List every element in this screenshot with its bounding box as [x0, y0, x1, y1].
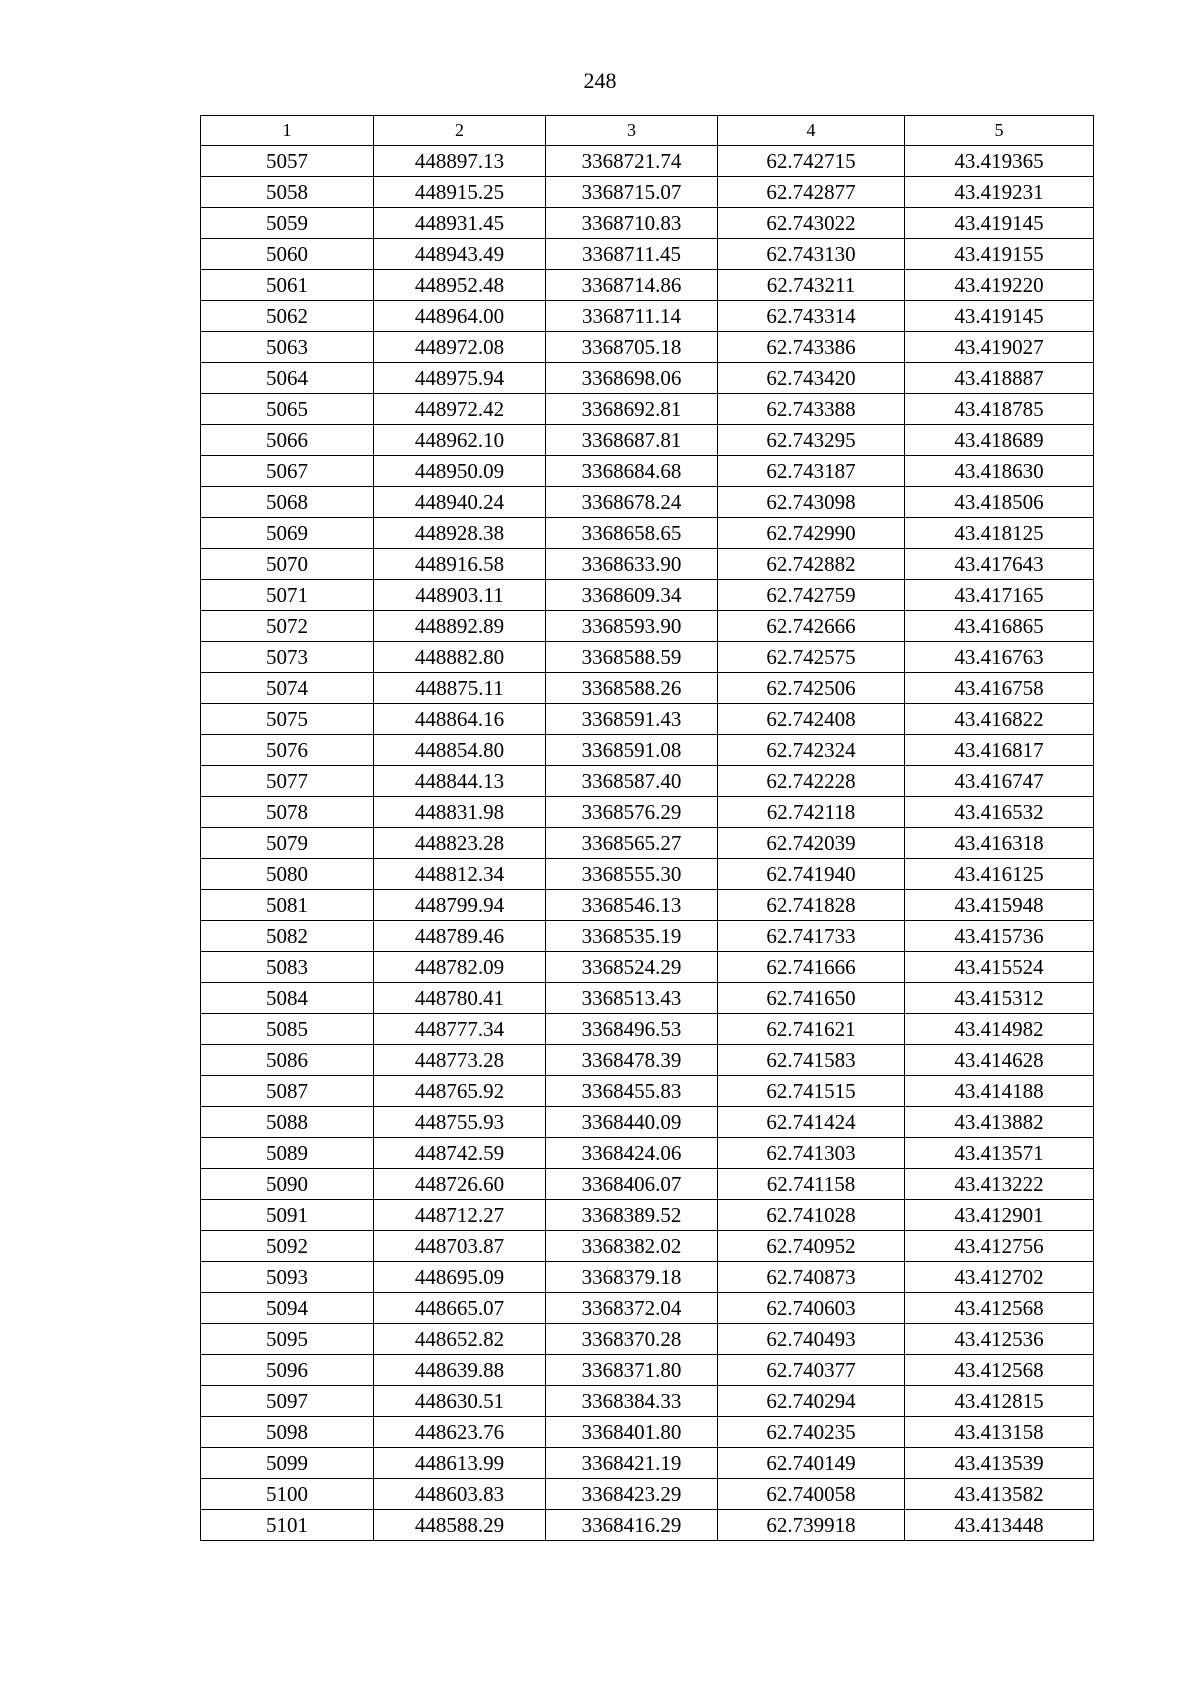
y-coordinate-cell: 3368588.59 — [546, 642, 718, 673]
table-row — [201, 208, 1094, 239]
x-coordinate-cell: 448931.45 — [374, 208, 546, 239]
longitude-cell: 62.740493 — [718, 1324, 905, 1355]
latitude-cell: 43.418125 — [905, 518, 1094, 549]
latitude-cell: 43.419155 — [905, 239, 1094, 270]
longitude-cell: 62.743314 — [718, 301, 905, 332]
latitude-cell: 43.412536 — [905, 1324, 1094, 1355]
latitude-cell: 43.416865 — [905, 611, 1094, 642]
table-row — [201, 1417, 1094, 1448]
y-coordinate-cell: 3368658.65 — [546, 518, 718, 549]
longitude-cell: 62.743420 — [718, 363, 905, 394]
x-coordinate-cell: 448773.28 — [374, 1045, 546, 1076]
x-coordinate-cell: 448854.80 — [374, 735, 546, 766]
latitude-cell: 43.415948 — [905, 890, 1094, 921]
y-coordinate-cell: 3368535.19 — [546, 921, 718, 952]
y-coordinate-cell: 3368416.29 — [546, 1510, 718, 1541]
longitude-cell: 62.742575 — [718, 642, 905, 673]
longitude-cell: 62.742666 — [718, 611, 905, 642]
y-coordinate-cell: 3368389.52 — [546, 1200, 718, 1231]
y-coordinate-cell: 3368711.45 — [546, 239, 718, 270]
table-row — [201, 797, 1094, 828]
x-coordinate-cell: 448588.29 — [374, 1510, 546, 1541]
point-number-cell: 5066 — [201, 425, 374, 456]
longitude-cell: 62.741621 — [718, 1014, 905, 1045]
y-coordinate-cell: 3368687.81 — [546, 425, 718, 456]
table-row — [201, 1386, 1094, 1417]
x-coordinate-cell: 448623.76 — [374, 1417, 546, 1448]
point-number-cell: 5090 — [201, 1169, 374, 1200]
longitude-cell: 62.741515 — [718, 1076, 905, 1107]
point-number-cell: 5065 — [201, 394, 374, 425]
latitude-cell: 43.416318 — [905, 828, 1094, 859]
table-row — [201, 456, 1094, 487]
y-coordinate-cell: 3368588.26 — [546, 673, 718, 704]
longitude-cell: 62.742118 — [718, 797, 905, 828]
x-coordinate-cell: 448726.60 — [374, 1169, 546, 1200]
x-coordinate-cell: 448755.93 — [374, 1107, 546, 1138]
longitude-cell: 62.743187 — [718, 456, 905, 487]
table-row — [201, 611, 1094, 642]
longitude-cell: 62.740294 — [718, 1386, 905, 1417]
y-coordinate-cell: 3368478.39 — [546, 1045, 718, 1076]
latitude-cell: 43.414628 — [905, 1045, 1094, 1076]
y-coordinate-cell: 3368565.27 — [546, 828, 718, 859]
latitude-cell: 43.418887 — [905, 363, 1094, 394]
y-coordinate-cell: 3368684.68 — [546, 456, 718, 487]
latitude-cell: 43.419027 — [905, 332, 1094, 363]
latitude-cell: 43.419145 — [905, 301, 1094, 332]
point-number-cell: 5062 — [201, 301, 374, 332]
y-coordinate-cell: 3368698.06 — [546, 363, 718, 394]
longitude-cell: 62.741828 — [718, 890, 905, 921]
table-row — [201, 1014, 1094, 1045]
longitude-cell: 62.743386 — [718, 332, 905, 363]
y-coordinate-cell: 3368714.86 — [546, 270, 718, 301]
latitude-cell: 43.412815 — [905, 1386, 1094, 1417]
point-number-cell: 5081 — [201, 890, 374, 921]
latitude-cell: 43.416125 — [905, 859, 1094, 890]
point-number-cell: 5076 — [201, 735, 374, 766]
latitude-cell: 43.416763 — [905, 642, 1094, 673]
point-number-cell: 5098 — [201, 1417, 374, 1448]
table-row — [201, 1169, 1094, 1200]
point-number-cell: 5079 — [201, 828, 374, 859]
latitude-cell: 43.418506 — [905, 487, 1094, 518]
point-number-cell: 5059 — [201, 208, 374, 239]
y-coordinate-cell: 3368421.19 — [546, 1448, 718, 1479]
table-row — [201, 642, 1094, 673]
x-coordinate-cell: 448603.83 — [374, 1479, 546, 1510]
latitude-cell: 43.413539 — [905, 1448, 1094, 1479]
column-header: 4 — [718, 116, 905, 146]
y-coordinate-cell: 3368424.06 — [546, 1138, 718, 1169]
y-coordinate-cell: 3368382.02 — [546, 1231, 718, 1262]
table-row — [201, 890, 1094, 921]
x-coordinate-cell: 448695.09 — [374, 1262, 546, 1293]
latitude-cell: 43.417165 — [905, 580, 1094, 611]
table-row — [201, 1448, 1094, 1479]
latitude-cell: 43.419220 — [905, 270, 1094, 301]
y-coordinate-cell: 3368692.81 — [546, 394, 718, 425]
table-row — [201, 1293, 1094, 1324]
y-coordinate-cell: 3368591.08 — [546, 735, 718, 766]
longitude-cell: 62.742228 — [718, 766, 905, 797]
table-row — [201, 146, 1094, 177]
column-header: 2 — [374, 116, 546, 146]
x-coordinate-cell: 448812.34 — [374, 859, 546, 890]
table-row — [201, 177, 1094, 208]
y-coordinate-cell: 3368678.24 — [546, 487, 718, 518]
table-body — [201, 146, 1094, 1541]
longitude-cell: 62.743295 — [718, 425, 905, 456]
y-coordinate-cell: 3368711.14 — [546, 301, 718, 332]
table-row — [201, 394, 1094, 425]
latitude-cell: 43.415736 — [905, 921, 1094, 952]
longitude-cell: 62.741303 — [718, 1138, 905, 1169]
table-row — [201, 239, 1094, 270]
column-header: 3 — [546, 116, 718, 146]
point-number-cell: 5099 — [201, 1448, 374, 1479]
x-coordinate-cell: 448831.98 — [374, 797, 546, 828]
table-row — [201, 673, 1094, 704]
table-row — [201, 580, 1094, 611]
y-coordinate-cell: 3368496.53 — [546, 1014, 718, 1045]
table-row — [201, 270, 1094, 301]
point-number-cell: 5068 — [201, 487, 374, 518]
table-header-row — [201, 116, 1094, 146]
longitude-cell: 62.743211 — [718, 270, 905, 301]
table-row — [201, 1324, 1094, 1355]
point-number-cell: 5092 — [201, 1231, 374, 1262]
y-coordinate-cell: 3368524.29 — [546, 952, 718, 983]
x-coordinate-cell: 448789.46 — [374, 921, 546, 952]
latitude-cell: 43.415524 — [905, 952, 1094, 983]
point-number-cell: 5083 — [201, 952, 374, 983]
y-coordinate-cell: 3368513.43 — [546, 983, 718, 1014]
point-number-cell: 5082 — [201, 921, 374, 952]
point-number-cell: 5089 — [201, 1138, 374, 1169]
longitude-cell: 62.740235 — [718, 1417, 905, 1448]
x-coordinate-cell: 448864.16 — [374, 704, 546, 735]
longitude-cell: 62.741583 — [718, 1045, 905, 1076]
latitude-cell: 43.412568 — [905, 1293, 1094, 1324]
point-number-cell: 5063 — [201, 332, 374, 363]
y-coordinate-cell: 3368406.07 — [546, 1169, 718, 1200]
point-number-cell: 5094 — [201, 1293, 374, 1324]
x-coordinate-cell: 448613.99 — [374, 1448, 546, 1479]
x-coordinate-cell: 448916.58 — [374, 549, 546, 580]
table-row — [201, 425, 1094, 456]
longitude-cell: 62.740377 — [718, 1355, 905, 1386]
longitude-cell: 62.742990 — [718, 518, 905, 549]
latitude-cell: 43.413222 — [905, 1169, 1094, 1200]
x-coordinate-cell: 448782.09 — [374, 952, 546, 983]
coordinates-table — [200, 115, 1094, 1541]
table-row — [201, 301, 1094, 332]
point-number-cell: 5071 — [201, 580, 374, 611]
point-number-cell: 5086 — [201, 1045, 374, 1076]
y-coordinate-cell: 3368576.29 — [546, 797, 718, 828]
y-coordinate-cell: 3368455.83 — [546, 1076, 718, 1107]
point-number-cell: 5069 — [201, 518, 374, 549]
longitude-cell: 62.740149 — [718, 1448, 905, 1479]
column-header: 1 — [201, 116, 374, 146]
longitude-cell: 62.743098 — [718, 487, 905, 518]
latitude-cell: 43.417643 — [905, 549, 1094, 580]
point-number-cell: 5070 — [201, 549, 374, 580]
table-row — [201, 766, 1094, 797]
table-row — [201, 921, 1094, 952]
x-coordinate-cell: 448972.08 — [374, 332, 546, 363]
y-coordinate-cell: 3368370.28 — [546, 1324, 718, 1355]
x-coordinate-cell: 448799.94 — [374, 890, 546, 921]
table-row — [201, 735, 1094, 766]
latitude-cell: 43.419231 — [905, 177, 1094, 208]
latitude-cell: 43.412568 — [905, 1355, 1094, 1386]
table-row — [201, 983, 1094, 1014]
table-row — [201, 828, 1094, 859]
latitude-cell: 43.416532 — [905, 797, 1094, 828]
x-coordinate-cell: 448630.51 — [374, 1386, 546, 1417]
longitude-cell: 62.742715 — [718, 146, 905, 177]
point-number-cell: 5072 — [201, 611, 374, 642]
x-coordinate-cell: 448903.11 — [374, 580, 546, 611]
table-row — [201, 1076, 1094, 1107]
latitude-cell: 43.418689 — [905, 425, 1094, 456]
longitude-cell: 62.741733 — [718, 921, 905, 952]
y-coordinate-cell: 3368710.83 — [546, 208, 718, 239]
point-number-cell: 5067 — [201, 456, 374, 487]
x-coordinate-cell: 448652.82 — [374, 1324, 546, 1355]
x-coordinate-cell: 448972.42 — [374, 394, 546, 425]
latitude-cell: 43.416747 — [905, 766, 1094, 797]
point-number-cell: 5061 — [201, 270, 374, 301]
x-coordinate-cell: 448952.48 — [374, 270, 546, 301]
longitude-cell: 62.741424 — [718, 1107, 905, 1138]
longitude-cell: 62.741940 — [718, 859, 905, 890]
longitude-cell: 62.742324 — [718, 735, 905, 766]
table-row — [201, 518, 1094, 549]
x-coordinate-cell: 448712.27 — [374, 1200, 546, 1231]
table-row — [201, 704, 1094, 735]
y-coordinate-cell: 3368546.13 — [546, 890, 718, 921]
latitude-cell: 43.413582 — [905, 1479, 1094, 1510]
point-number-cell: 5087 — [201, 1076, 374, 1107]
point-number-cell: 5093 — [201, 1262, 374, 1293]
latitude-cell: 43.418630 — [905, 456, 1094, 487]
x-coordinate-cell: 448962.10 — [374, 425, 546, 456]
x-coordinate-cell: 448882.80 — [374, 642, 546, 673]
latitude-cell: 43.416822 — [905, 704, 1094, 735]
y-coordinate-cell: 3368633.90 — [546, 549, 718, 580]
table-row — [201, 1262, 1094, 1293]
longitude-cell: 62.740603 — [718, 1293, 905, 1324]
point-number-cell: 5091 — [201, 1200, 374, 1231]
y-coordinate-cell: 3368609.34 — [546, 580, 718, 611]
x-coordinate-cell: 448665.07 — [374, 1293, 546, 1324]
y-coordinate-cell: 3368423.29 — [546, 1479, 718, 1510]
table-row — [201, 1510, 1094, 1541]
table-row — [201, 487, 1094, 518]
y-coordinate-cell: 3368587.40 — [546, 766, 718, 797]
longitude-cell: 62.742877 — [718, 177, 905, 208]
longitude-cell: 62.742759 — [718, 580, 905, 611]
table-row — [201, 1138, 1094, 1169]
latitude-cell: 43.414188 — [905, 1076, 1094, 1107]
x-coordinate-cell: 448915.25 — [374, 177, 546, 208]
longitude-cell: 62.742039 — [718, 828, 905, 859]
point-number-cell: 5077 — [201, 766, 374, 797]
point-number-cell: 5084 — [201, 983, 374, 1014]
y-coordinate-cell: 3368440.09 — [546, 1107, 718, 1138]
point-number-cell: 5073 — [201, 642, 374, 673]
point-number-cell: 5078 — [201, 797, 374, 828]
longitude-cell: 62.740873 — [718, 1262, 905, 1293]
x-coordinate-cell: 448875.11 — [374, 673, 546, 704]
longitude-cell: 62.742408 — [718, 704, 905, 735]
latitude-cell: 43.416817 — [905, 735, 1094, 766]
latitude-cell: 43.419365 — [905, 146, 1094, 177]
latitude-cell: 43.413882 — [905, 1107, 1094, 1138]
latitude-cell: 43.419145 — [905, 208, 1094, 239]
point-number-cell: 5064 — [201, 363, 374, 394]
point-number-cell: 5097 — [201, 1386, 374, 1417]
point-number-cell: 5085 — [201, 1014, 374, 1045]
table-row — [201, 1231, 1094, 1262]
point-number-cell: 5095 — [201, 1324, 374, 1355]
point-number-cell: 5100 — [201, 1479, 374, 1510]
table-row — [201, 332, 1094, 363]
x-coordinate-cell: 448928.38 — [374, 518, 546, 549]
table-row — [201, 549, 1094, 580]
y-coordinate-cell: 3368555.30 — [546, 859, 718, 890]
x-coordinate-cell: 448975.94 — [374, 363, 546, 394]
y-coordinate-cell: 3368384.33 — [546, 1386, 718, 1417]
point-number-cell: 5075 — [201, 704, 374, 735]
point-number-cell: 5057 — [201, 146, 374, 177]
latitude-cell: 43.412702 — [905, 1262, 1094, 1293]
longitude-cell: 62.741650 — [718, 983, 905, 1014]
table-row — [201, 1107, 1094, 1138]
x-coordinate-cell: 448777.34 — [374, 1014, 546, 1045]
point-number-cell: 5080 — [201, 859, 374, 890]
longitude-cell: 62.741158 — [718, 1169, 905, 1200]
latitude-cell: 43.418785 — [905, 394, 1094, 425]
x-coordinate-cell: 448823.28 — [374, 828, 546, 859]
point-number-cell: 5074 — [201, 673, 374, 704]
table-row — [201, 363, 1094, 394]
x-coordinate-cell: 448844.13 — [374, 766, 546, 797]
y-coordinate-cell: 3368593.90 — [546, 611, 718, 642]
latitude-cell: 43.414982 — [905, 1014, 1094, 1045]
longitude-cell: 62.743388 — [718, 394, 905, 425]
y-coordinate-cell: 3368372.04 — [546, 1293, 718, 1324]
table-row — [201, 1045, 1094, 1076]
y-coordinate-cell: 3368591.43 — [546, 704, 718, 735]
point-number-cell: 5058 — [201, 177, 374, 208]
point-number-cell: 5060 — [201, 239, 374, 270]
longitude-cell: 62.740952 — [718, 1231, 905, 1262]
x-coordinate-cell: 448703.87 — [374, 1231, 546, 1262]
latitude-cell: 43.412756 — [905, 1231, 1094, 1262]
column-header: 5 — [905, 116, 1094, 146]
y-coordinate-cell: 3368371.80 — [546, 1355, 718, 1386]
latitude-cell: 43.413158 — [905, 1417, 1094, 1448]
latitude-cell: 43.412901 — [905, 1200, 1094, 1231]
y-coordinate-cell: 3368705.18 — [546, 332, 718, 363]
point-number-cell: 5101 — [201, 1510, 374, 1541]
x-coordinate-cell: 448897.13 — [374, 146, 546, 177]
x-coordinate-cell: 448943.49 — [374, 239, 546, 270]
x-coordinate-cell: 448940.24 — [374, 487, 546, 518]
longitude-cell: 62.742506 — [718, 673, 905, 704]
x-coordinate-cell: 448892.89 — [374, 611, 546, 642]
page-number: 248 — [583, 68, 617, 93]
table-row — [201, 1479, 1094, 1510]
point-number-cell: 5088 — [201, 1107, 374, 1138]
longitude-cell: 62.740058 — [718, 1479, 905, 1510]
x-coordinate-cell: 448765.92 — [374, 1076, 546, 1107]
longitude-cell: 62.742882 — [718, 549, 905, 580]
x-coordinate-cell: 448742.59 — [374, 1138, 546, 1169]
latitude-cell: 43.416758 — [905, 673, 1094, 704]
longitude-cell: 62.741666 — [718, 952, 905, 983]
longitude-cell: 62.743130 — [718, 239, 905, 270]
longitude-cell: 62.741028 — [718, 1200, 905, 1231]
table-row — [201, 859, 1094, 890]
x-coordinate-cell: 448950.09 — [374, 456, 546, 487]
x-coordinate-cell: 448780.41 — [374, 983, 546, 1014]
point-number-cell: 5096 — [201, 1355, 374, 1386]
table-row — [201, 1200, 1094, 1231]
y-coordinate-cell: 3368721.74 — [546, 146, 718, 177]
latitude-cell: 43.415312 — [905, 983, 1094, 1014]
latitude-cell: 43.413448 — [905, 1510, 1094, 1541]
x-coordinate-cell: 448964.00 — [374, 301, 546, 332]
longitude-cell: 62.739918 — [718, 1510, 905, 1541]
table-row — [201, 1355, 1094, 1386]
longitude-cell: 62.743022 — [718, 208, 905, 239]
table-row — [201, 952, 1094, 983]
y-coordinate-cell: 3368379.18 — [546, 1262, 718, 1293]
x-coordinate-cell: 448639.88 — [374, 1355, 546, 1386]
y-coordinate-cell: 3368401.80 — [546, 1417, 718, 1448]
y-coordinate-cell: 3368715.07 — [546, 177, 718, 208]
latitude-cell: 43.413571 — [905, 1138, 1094, 1169]
